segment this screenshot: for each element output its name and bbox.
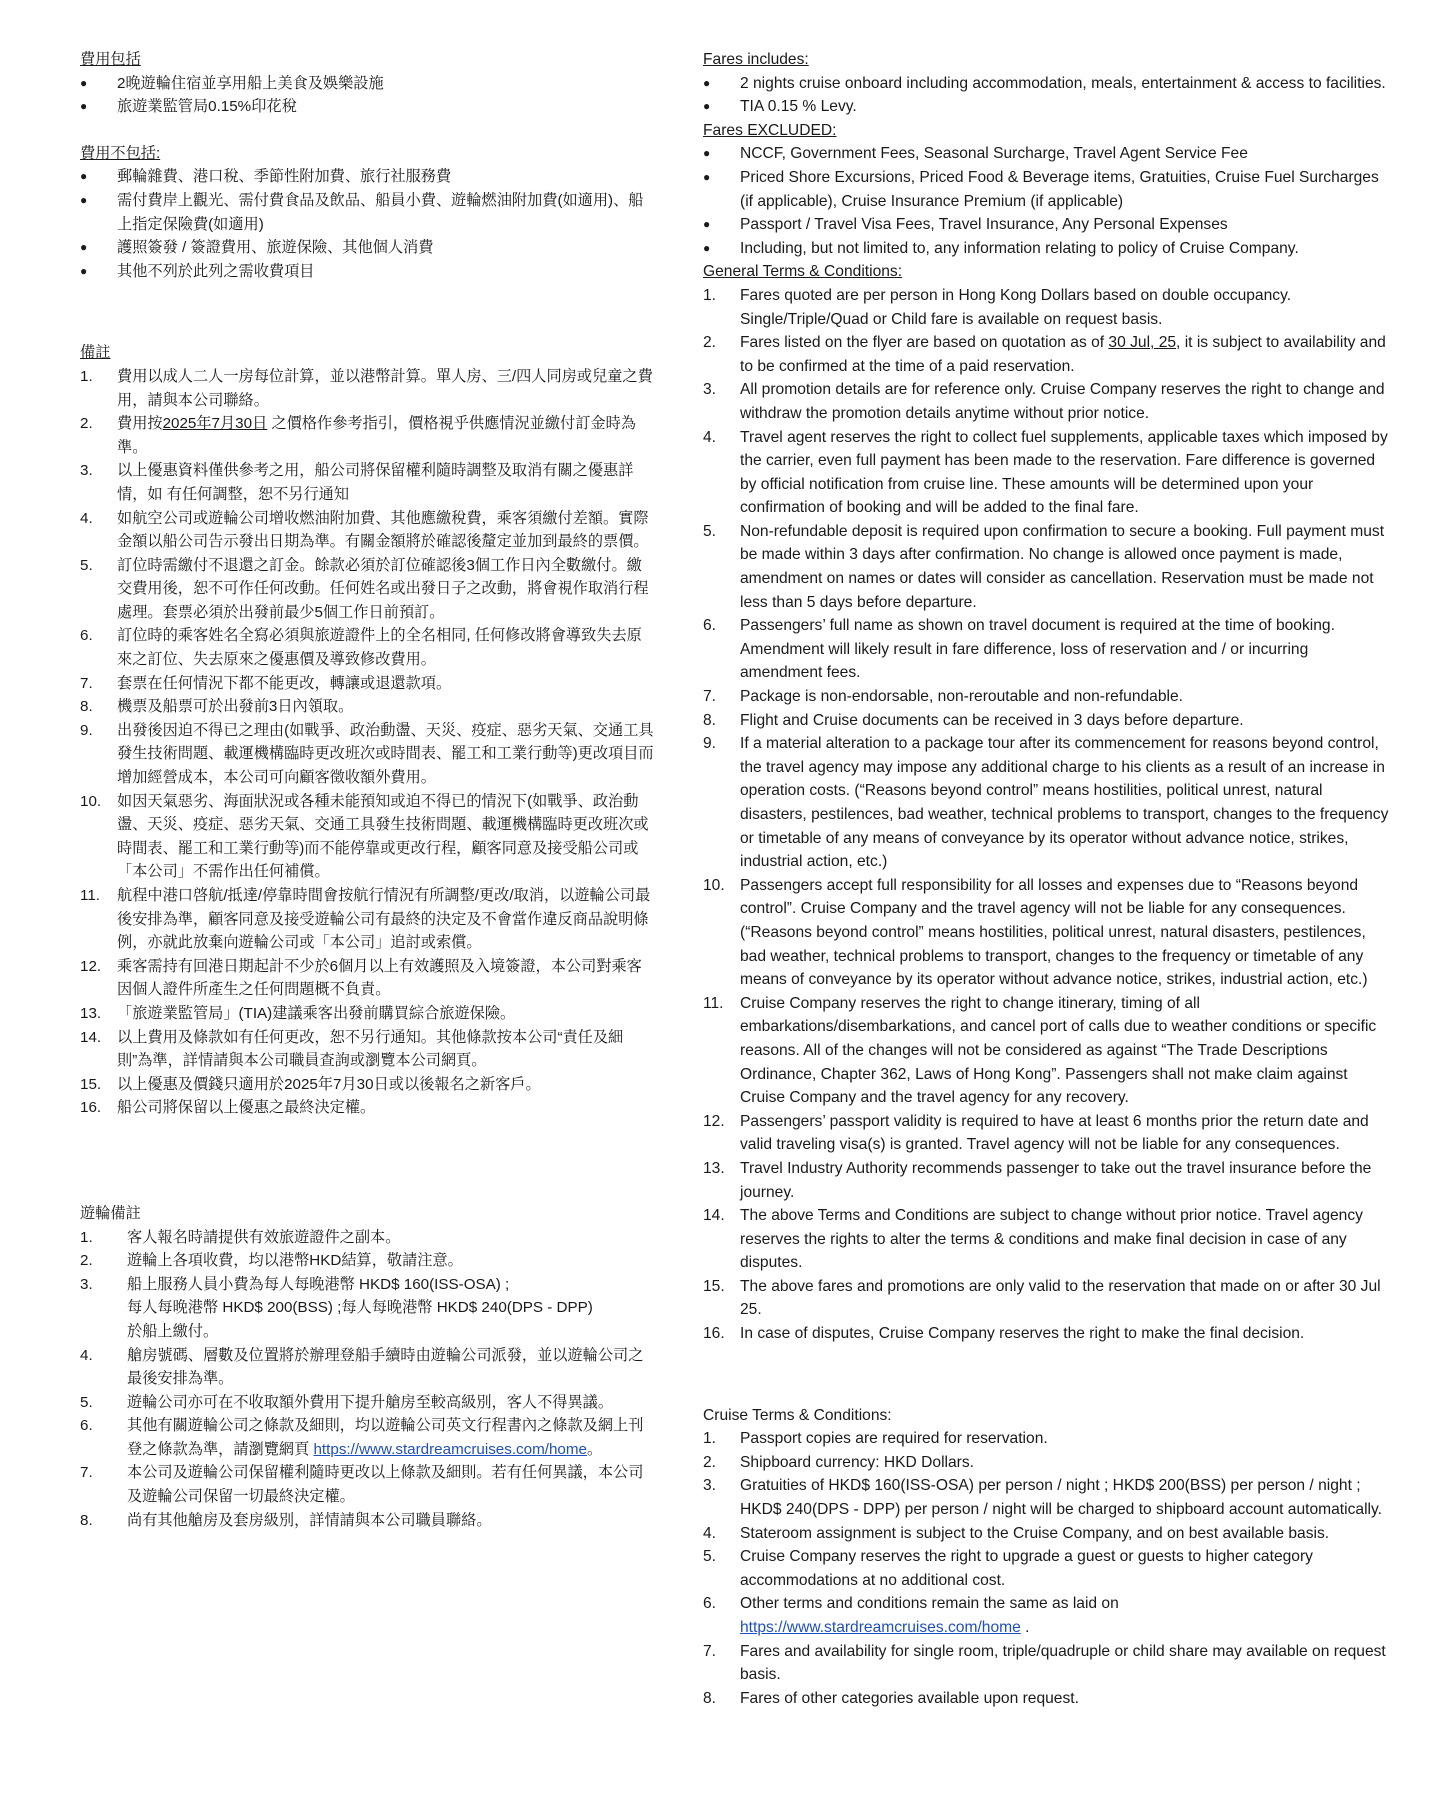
list-item <box>80 1073 655 1097</box>
list-item <box>80 624 655 671</box>
item-text: Travel agent reserves the right to collect fuel supplements, applicable taxes which imposed by the carrier, even full payment has been made to the reservation. Fare difference is governed by official notification from cruise line. These amounts will be determined upon your confirmation of booking and will be added to the final fare. <box>740 428 1388 517</box>
item-text: 遊輪上各項收費，均以港幣HKD結算，敬請注意。 <box>127 1252 463 1270</box>
item-text: 套票在任何情況下都不能更改，轉讓或退還款項。 <box>117 674 452 692</box>
item-number: 5. <box>80 556 93 574</box>
item-text <box>127 1273 655 1344</box>
item-line: 每人每晚港幣 HKD$ 200(BSS) ;每人每晚港幣 HKD$ 240(DPS - DPP) <box>127 1299 593 1317</box>
zh-include-heading: 費用包括 <box>80 51 141 68</box>
list-item <box>80 1344 655 1391</box>
list-item <box>80 1509 655 1533</box>
item-text: 如因天氣惡劣、海面狀況或各種未能預知或迫不得已的情況下(如戰爭、政治動盪、天災、疫症、惡劣天氣、交通工具發生技術問題、載運機構臨時更改班次或時間表、罷工和工業行動等)而不能停靠或更改行程，顧客同意及接受船公司或「本公司」不需作出任何補償。 <box>117 792 649 881</box>
en-exclude-heading: Fares EXCLUDED: <box>703 121 837 139</box>
list-item <box>80 695 655 719</box>
item-text <box>740 1595 1119 1636</box>
list-item: ● TIA 0.15 % Levy. <box>703 95 1393 119</box>
item-number: 9. <box>703 735 717 753</box>
item-number: 1. <box>703 286 717 304</box>
item-text: Flight and Cruise documents can be received in 3 days before departure. <box>740 711 1244 729</box>
item-text: 出發後因迫不得已之理由(如戰爭、政治動盪、天災、疫症、惡劣天氣、交通工具發生技術問題、載運機構臨時更改班次或時間表、罷工和工業行動等)更改項目而增加經營成本，本公司可向顧客徵收額外費用。 <box>117 721 654 787</box>
item-number: 6. <box>80 627 93 645</box>
item-number: 16. <box>80 1099 102 1117</box>
list-item <box>703 378 1393 425</box>
item-date: 2025年7月30日 <box>162 415 268 433</box>
list-item <box>703 1545 1393 1592</box>
item-text: 「旅遊業監管局」(TIA)建議乘客出發前購買綜合旅遊保險。 <box>117 1004 516 1022</box>
item-number: 5. <box>703 522 717 540</box>
item-text: 費用以成人二人一房每位計算，並以港幣計算。單人房、三/四人同房或兒童之費用，請與本公司聯絡。 <box>117 367 653 409</box>
item-text: Fares quoted are per person in Hong Kong Dollars based on double occupancy. Single/Triple/Quad or Child fare is available on request basis. <box>740 286 1292 328</box>
list-item <box>703 1474 1393 1521</box>
list-item <box>703 1687 1393 1711</box>
list-item <box>703 874 1393 992</box>
list-item <box>703 426 1393 520</box>
list-item <box>703 1322 1393 1346</box>
item-number: 10. <box>80 792 102 810</box>
list-item <box>80 1414 655 1461</box>
en-cruise-list <box>703 1427 1393 1710</box>
item-text: 以上費用及條款如有任何更改，恕不另行通知。其他條款按本公司“責任及細則”為準，詳情請與本公司職員查詢或瀏覽本公司網頁。 <box>117 1028 624 1070</box>
item-text: 客人報名時請提供有效旅遊證件之副本。 <box>127 1228 401 1246</box>
website-link[interactable]: https://www.stardreamcruises.com/home <box>313 1440 587 1458</box>
list-item <box>703 1592 1393 1639</box>
list-item <box>703 1204 1393 1275</box>
item-number: 7. <box>80 674 93 692</box>
list-item: ● Passport / Travel Visa Fees, Travel Insurance, Any Personal Expenses <box>703 213 1393 237</box>
list-item: ● Priced Shore Excursions, Priced Food & Beverage items, Gratuities, Cruise Fuel Surcharges (if applicable), Cruise Insurance Premium (if applicable) <box>703 166 1393 213</box>
list-item <box>703 1451 1393 1475</box>
item-number: 15. <box>703 1277 725 1295</box>
list-item: ● 旅遊業監管局0.15%印花稅 <box>80 95 655 119</box>
item-number: 3. <box>703 1477 717 1495</box>
list-item <box>80 1273 655 1344</box>
list-item: ● 郵輪雜費、港口稅、季節性附加費、旅行社服務費 <box>80 165 655 189</box>
item-number: 8. <box>80 698 93 716</box>
item-number: 7. <box>703 1642 717 1660</box>
list-item: ● 2晚遊輪住宿並享用船上美食及娛樂設施 <box>80 72 655 96</box>
item-date: 30 Jul, 25 <box>1108 334 1177 352</box>
item-line: 船上服務人員小費為每人每晚港幣 HKD$ 160(ISS-OSA) ; <box>127 1275 510 1293</box>
item-text: Package is non-endorsable, non-reroutable and non-refundable. <box>740 688 1183 706</box>
item-text: The above Terms and Conditions are subject to change without prior notice. Travel agency reserves the rights to alter the terms & conditions and make final decision in case of any disputes. <box>740 1207 1363 1272</box>
item-number: 2. <box>80 415 93 433</box>
list-item <box>80 672 655 696</box>
list-item <box>80 1026 655 1073</box>
item-text <box>740 334 1386 375</box>
en-exclude-list <box>703 142 1393 260</box>
list-item <box>703 1427 1393 1451</box>
item-number: 4. <box>80 509 93 527</box>
list-item: ● 其他不列於此列之需收費項目 <box>80 260 655 284</box>
list-item <box>80 1002 655 1026</box>
item-text <box>117 415 636 456</box>
item-text: In case of disputes, Cruise Company reserves the right to make the final decision. <box>740 1325 1305 1343</box>
en-terms-heading: General Terms & Conditions: <box>703 263 903 281</box>
item-text: 本公司及遊輪公司保留權利隨時更改以上條款及細則。若有任何異議，本公司及遊輪公司保留一切最終決定權。 <box>127 1464 644 1506</box>
item-text: 乘客需持有回港日期起計不少於6個月以上有效護照及入境簽證，本公司對乘客因個人證件所產生之任何問題概不負責。 <box>117 957 642 999</box>
item-number: 15. <box>80 1075 102 1093</box>
item-text: Cruise Company reserves the right to change itinerary, timing of all embarkations/disembarkations, and cancel port of calls due to weather conditions or specific reasons. All of the changes will not be considered as against “The Trade Descriptions Ordinance, Chapter 362, Laws of Hong Kong”. Passengers shall not make claim against Cruise Company and the travel agency for any recovery. <box>740 994 1377 1107</box>
item-text: 遊輪公司亦可在不收取額外費用下提升艙房至較高級別，客人不得異議。 <box>127 1393 613 1411</box>
item-number: 7. <box>703 688 717 706</box>
item-number: 3. <box>80 1275 93 1293</box>
item-text: The above fares and promotions are only valid to the reservation that made on or after 30 Jul 25. <box>740 1277 1381 1319</box>
list-item: ● NCCF, Government Fees, Seasonal Surcharge, Travel Agent Service Fee <box>703 142 1393 166</box>
item-number: 1. <box>703 1430 717 1448</box>
item-number: 1. <box>80 1228 93 1246</box>
zh-include-list <box>80 72 655 119</box>
item-text-post: 。 <box>586 1440 603 1458</box>
item-text: Stateroom assignment is subject to the Cruise Company, and on best available basis. <box>740 1524 1330 1542</box>
item-number: 2. <box>703 334 717 352</box>
item-text: 航程中港口啓航/抵達/停靠時間會按航行情況有所調整/更改/取消，以遊輪公司最後安排為準，顧客同意及接受遊輪公司有最終的決定及不會當作違反商品說明條例，亦就此放棄向遊輪公司或「本公司」追討或索償。 <box>117 887 651 952</box>
list-item <box>703 1640 1393 1687</box>
english-terms-column <box>703 48 1393 1710</box>
item-text: Cruise Company reserves the right to upgrade a guest or guests to higher category accommodations at no additional cost. <box>740 1548 1313 1589</box>
item-number: 13. <box>80 1004 102 1022</box>
item-number: 7. <box>80 1464 93 1482</box>
item-text-pre: Other terms and conditions remain the same as laid on <box>740 1595 1119 1613</box>
item-text <box>127 1417 643 1458</box>
item-number: 11. <box>80 887 100 904</box>
item-number: 4. <box>703 1524 717 1542</box>
item-text-pre: Fares listed on the flyer are based on quotation as of <box>740 334 1109 352</box>
list-item <box>703 709 1393 733</box>
item-number: 11. <box>703 994 724 1012</box>
zh-exclude-heading: 費用不包括: <box>80 144 161 162</box>
item-number: 6. <box>703 617 717 635</box>
list-item <box>703 1275 1393 1322</box>
item-text: 船公司將保留以上優惠之最終決定權。 <box>117 1099 376 1117</box>
list-item <box>80 955 655 1002</box>
en-include-list <box>703 72 1393 119</box>
list-item <box>80 884 655 955</box>
item-number: 8. <box>703 1689 717 1707</box>
item-number: 12. <box>80 957 102 975</box>
item-number: 8. <box>80 1511 93 1529</box>
item-number: 10. <box>703 876 725 894</box>
item-text: Passport copies are required for reservation. <box>740 1430 1048 1448</box>
item-number: 4. <box>80 1346 93 1364</box>
item-text: Gratuities of HKD$ 160(ISS-OSA) per person / night ; HKD$ 200(BSS) per person / night ; HKD$ 240(DPS - DPP) per person / night will be charged to shipboard account automatically. <box>740 1477 1382 1519</box>
list-item <box>703 1157 1393 1204</box>
item-text: Non-refundable deposit is required upon confirmation to secure a booking. Full payment must be made within 3 days after confirmation. No change is allowed once payment is made, amendment on names or dates will consider as cancellation. Reservation must be made not less than 5 days before departure. <box>740 522 1385 611</box>
list-item <box>80 1249 655 1273</box>
list-item <box>703 732 1393 874</box>
item-number: 9. <box>80 721 93 739</box>
list-item <box>80 1226 655 1250</box>
item-text: Shipboard currency: HKD Dollars. <box>740 1453 974 1471</box>
list-item <box>80 1391 655 1415</box>
item-number: 14. <box>80 1028 102 1046</box>
item-line: 於船上繳付。 <box>127 1322 219 1340</box>
zh-cruise-heading: 遊輪備註 <box>80 1204 141 1222</box>
item-text-pre: 費用按 <box>117 415 163 433</box>
item-text-pre: 其他有關遊輪公司之條款及細則，均以遊輪公司英文行程書內之條款及網上刊登之條款為準，請瀏覽網頁 <box>127 1417 644 1458</box>
list-item <box>703 520 1393 614</box>
item-text-post: 之價格作參考指引，價格視乎供應情況並繳付訂金時為準。 <box>117 415 636 456</box>
item-text: 尚有其他艙房及套房級別，詳情請與本公司職員聯絡。 <box>127 1511 492 1529</box>
zh-notes-list <box>80 365 655 1120</box>
item-text: Fares and availability for single room, triple/quadruple or child share may available on request basis. <box>740 1642 1386 1684</box>
item-number: 13. <box>703 1159 725 1177</box>
item-text-post: . <box>1020 1619 1030 1636</box>
item-text: 機票及船票可於出發前3日內領取。 <box>117 698 354 716</box>
item-number: 16. <box>703 1325 725 1343</box>
en-terms-list <box>703 284 1393 1346</box>
item-text: 艙房號碼、層數及位置將於辦理登船手續時由遊輪公司派發，並以遊輪公司之最後安排為準。 <box>127 1346 644 1388</box>
item-number: 5. <box>80 1393 93 1411</box>
item-text: Passengers’ passport validity is required to have at least 6 months prior the return date and valid traveling visa(s) is granted. Travel agency will not be liable for any consequences. <box>740 1112 1369 1154</box>
item-number: 6. <box>703 1595 717 1613</box>
list-item <box>703 284 1393 331</box>
list-item <box>80 719 655 790</box>
item-number: 6. <box>80 1417 93 1435</box>
item-number: 2. <box>703 1453 717 1471</box>
zh-cruise-list <box>80 1226 655 1533</box>
list-item <box>703 992 1393 1110</box>
item-text: Travel Industry Authority recommends passenger to take out the travel insurance before the journey. <box>740 1159 1372 1201</box>
item-text: 以上優惠及價錢只適用於2025年7月30日或以後報名之新客戶。 <box>117 1075 541 1093</box>
item-number: 8. <box>703 711 717 729</box>
chinese-terms-column <box>80 48 655 1532</box>
list-item <box>80 1096 655 1120</box>
en-include-heading: Fares includes: <box>703 51 809 68</box>
list-item: ● 需付費岸上觀光、需付費食品及飲品、船員小費、遊輪燃油附加費(如適用)、船上指定保險費(如適用) <box>80 189 655 236</box>
item-text: All promotion details are for reference only. Cruise Company reserves the right to change and withdraw the promotion details anytime without prior notice. <box>740 381 1385 422</box>
zh-exclude-list <box>80 165 655 283</box>
item-number: 2. <box>80 1252 93 1270</box>
item-number: 1. <box>80 367 93 385</box>
list-item <box>703 614 1393 685</box>
en-cruise-heading: Cruise Terms & Conditions: <box>703 1406 892 1424</box>
list-item: ● 2 nights cruise onboard including accommodation, meals, entertainment & access to facilities. <box>703 72 1393 96</box>
item-number: 5. <box>703 1548 717 1566</box>
item-text: Fares of other categories available upon request. <box>740 1689 1079 1707</box>
list-item <box>80 554 655 625</box>
website-link[interactable]: https://www.stardreamcruises.com/home <box>740 1619 1021 1636</box>
list-item <box>80 790 655 884</box>
list-item <box>703 331 1393 378</box>
item-number: 4. <box>703 428 717 446</box>
list-item <box>80 412 655 459</box>
item-number: 3. <box>703 381 717 399</box>
list-item <box>80 507 655 554</box>
item-text: Passengers accept full responsibility for all losses and expenses due to “Reasons beyond control”. Cruise Company and the travel agency will not be liable for any consequences. (“Reasons beyond control” means hostilities, political unrest, natural disasters, pestilences, bad weather, technical problems to transport, changes to the frequency or timetable of any means of conveyance by its operator without advance notice, strikes, industrial action, etc.) <box>740 876 1368 989</box>
item-number: 12. <box>703 1112 725 1130</box>
item-text: 以上優惠資料僅供參考之用，船公司將保留權利隨時調整及取消有關之優惠詳情，如 有任何調整，恕不另行通知 <box>117 462 634 503</box>
item-text: 如航空公司或遊輪公司增收燃油附加費、其他應繳稅費，乘客須繳付差額。實際金額以船公司告示發出日期為準。有關金額將於確認後釐定並加到最終的票價。 <box>117 509 649 551</box>
list-item <box>80 1461 655 1508</box>
list-item <box>703 1110 1393 1157</box>
list-item: ● 護照簽發 / 簽證費用、旅遊保險、其他個人消費 <box>80 236 655 260</box>
item-text: 訂位時的乘客姓名全寫必須與旅遊證件上的全名相同, 任何修改將會導致失去原來之訂位、失去原來之優惠價及導致修改費用。 <box>117 627 642 669</box>
item-number: 3. <box>80 462 93 480</box>
list-item <box>703 1522 1393 1546</box>
item-number: 14. <box>703 1207 725 1225</box>
item-text: 訂位時需繳付不退還之訂金。餘款必須於訂位確認後3個工作日內全數繳付。繳交費用後，恕不可作任何改動。任何姓名或出發日子之改動，將會視作取消行程處理。套票必須於出發前最少5個工作日前預訂。 <box>117 556 649 621</box>
list-item <box>80 459 655 506</box>
list-item <box>703 685 1393 709</box>
zh-notes-heading: 備註 <box>80 344 111 362</box>
list-item <box>80 365 655 412</box>
list-item: ● Including, but not limited to, any information relating to policy of Cruise Company. <box>703 237 1393 261</box>
item-text: If a material alteration to a package tour after its commencement for reasons beyond control, the travel agency may impose any additional charge to his clients as a result of an increase in operation costs. (“Reasons beyond control” means hostilities, political unrest, natural disasters, pestilences, bad weather, technical problems to transport, changes to the frequency or timetable of any means of conveyance by its operator without advance notice, strikes, industrial action, etc.) <box>740 735 1389 871</box>
item-text: Passengers’ full name as shown on travel document is required at the time of booking. Amendment will likely result in fare difference, loss of reservation and / or incurring amendment fees. <box>740 617 1335 682</box>
item-text-post: , it is subject to availability and to be confirmed at the time of a paid reservation. <box>740 334 1386 375</box>
